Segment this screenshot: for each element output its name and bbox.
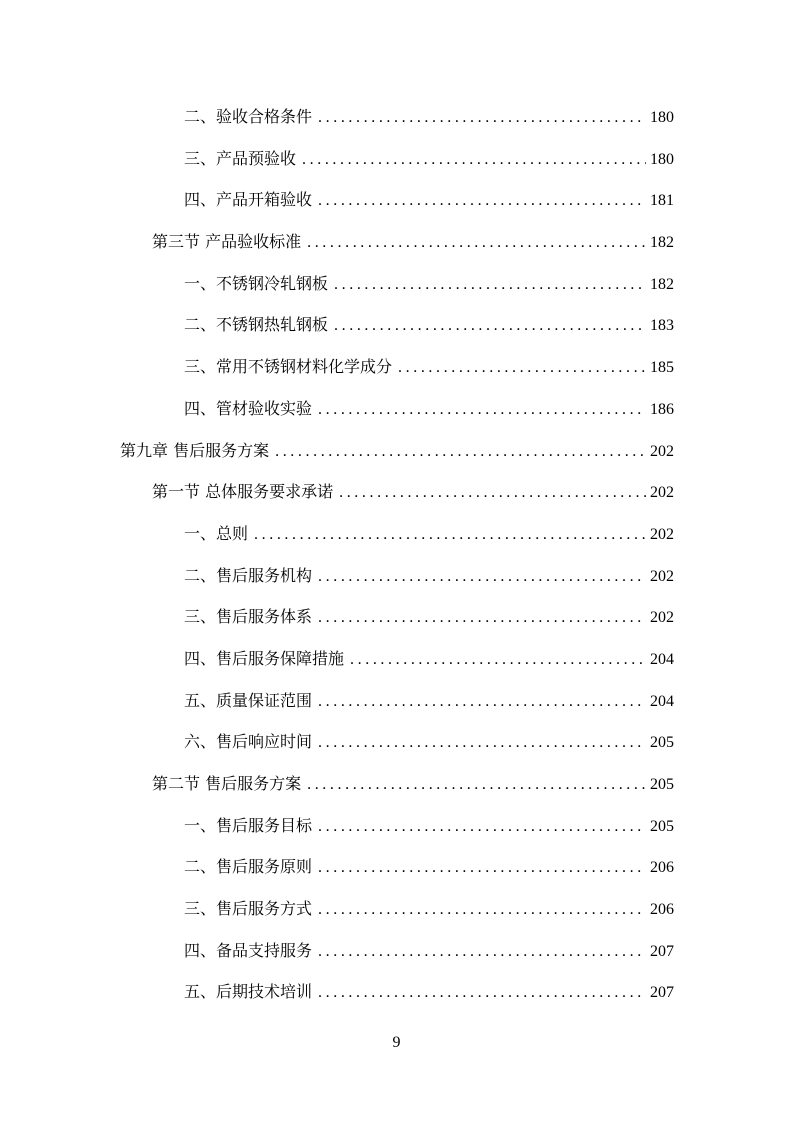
toc-entry-title: 三、产品预验收 (184, 148, 297, 168)
toc-entry[interactable] (0, 179, 793, 221)
toc-entry-page: 186 (650, 400, 674, 418)
toc-entry[interactable] (0, 888, 793, 930)
toc-entry-title: 五、后期技术培训 (184, 982, 313, 1002)
toc-entry[interactable] (0, 721, 793, 763)
toc-leader-dots (318, 972, 646, 1014)
toc-entry[interactable] (0, 388, 793, 430)
toc-entry-title: 二、不锈钢热轧钢板 (184, 315, 329, 335)
toc-entry-title: 第一节 总体服务要求承诺 (152, 482, 334, 502)
toc-leader-dots (275, 431, 646, 473)
toc-entry-page: 205 (650, 734, 674, 752)
toc-entry-title: 三、售后服务体系 (184, 607, 313, 627)
toc-entry-page: 180 (650, 109, 674, 126)
toc-entry[interactable] (0, 805, 793, 847)
toc-leader-dots (334, 305, 646, 347)
toc-leader-dots (318, 597, 646, 639)
toc-entry-title: 四、备品支持服务 (184, 940, 313, 960)
toc-leader-dots (350, 639, 646, 681)
toc-entry-page: 182 (650, 234, 674, 252)
toc-entry[interactable] (0, 846, 793, 888)
toc-leader-dots (254, 514, 646, 556)
toc-entry-page: 205 (650, 817, 674, 835)
toc-entry-title: 三、常用不锈钢材料化学成分 (184, 357, 393, 377)
toc-entry-title: 四、产品开箱验收 (184, 190, 313, 210)
toc-entry[interactable] (0, 763, 793, 805)
toc-entry[interactable] (0, 471, 793, 513)
page-number: 9 (392, 1034, 401, 1051)
toc-entry-title: 三、售后服务方式 (184, 899, 313, 919)
toc-entry[interactable] (0, 96, 793, 138)
toc-leader-dots (318, 847, 646, 889)
toc-leader-dots (302, 139, 646, 181)
toc-entry-page: 204 (650, 692, 674, 710)
toc-entry-title: 六、售后响应时间 (184, 732, 313, 752)
toc-leader-dots (318, 389, 646, 431)
toc-entry-title: 一、不锈钢冷轧钢板 (184, 273, 329, 293)
toc-entry[interactable] (0, 555, 793, 597)
toc-leader-dots (318, 806, 646, 848)
toc-entry-page: 202 (650, 484, 674, 502)
toc-leader-dots (318, 180, 646, 222)
toc-entry-title: 一、总则 (184, 523, 249, 543)
toc-leader-dots (307, 764, 646, 806)
toc-entry[interactable] (0, 346, 793, 388)
toc-entry-page: 205 (650, 776, 674, 793)
toc-entry[interactable] (0, 138, 793, 180)
toc-entry[interactable] (0, 304, 793, 346)
toc-entry-page: 182 (650, 275, 674, 293)
toc-entry-page: 202 (650, 525, 674, 543)
toc-entry-page: 207 (650, 942, 674, 960)
toc-entry[interactable] (0, 596, 793, 638)
toc-leader-dots (339, 472, 646, 514)
toc-entry-page: 181 (650, 192, 674, 210)
toc-entry-page: 204 (650, 650, 674, 668)
toc-entry-title: 二、售后服务原则 (184, 857, 313, 877)
toc-entry-title: 一、售后服务目标 (184, 815, 313, 835)
toc-entry-page: 202 (650, 609, 674, 627)
toc-leader-dots (318, 889, 646, 931)
toc-entry-title: 四、管材验收实验 (184, 398, 313, 418)
toc-leader-dots (318, 556, 646, 598)
toc-entry-title: 第九章 售后服务方案 (120, 440, 270, 460)
toc-entry-page: 185 (650, 359, 674, 377)
toc-entry[interactable] (0, 638, 793, 680)
toc-entry-title: 四、售后服务保障措施 (184, 648, 345, 668)
table-of-contents (0, 96, 793, 1013)
toc-entry-page: 180 (650, 150, 674, 168)
toc-entry-page: 202 (650, 567, 674, 585)
toc-entry-title: 二、售后服务机构 (184, 565, 313, 585)
toc-entry-page: 183 (650, 317, 674, 335)
toc-leader-dots (318, 681, 646, 723)
toc-entry[interactable] (0, 513, 793, 555)
toc-entry[interactable] (0, 971, 793, 1013)
toc-entry-title: 第二节 售后服务方案 (152, 774, 302, 793)
toc-entry-title: 五、质量保证范围 (184, 690, 313, 710)
toc-entry[interactable] (0, 263, 793, 305)
toc-entry[interactable] (0, 221, 793, 263)
toc-entry-page: 207 (650, 984, 674, 1002)
toc-entry-title: 第三节 产品验收标准 (152, 232, 302, 252)
toc-entry-page: 206 (650, 859, 674, 877)
toc-leader-dots (318, 97, 646, 139)
toc-leader-dots (307, 222, 646, 264)
toc-entry-page: 202 (650, 442, 674, 460)
toc-leader-dots (318, 722, 646, 764)
toc-entry[interactable] (0, 430, 793, 472)
toc-entry-page: 206 (650, 901, 674, 919)
toc-entry[interactable] (0, 680, 793, 722)
toc-leader-dots (334, 264, 646, 306)
toc-entry-title: 二、验收合格条件 (184, 107, 313, 126)
toc-entry[interactable] (0, 930, 793, 972)
toc-leader-dots (398, 347, 646, 389)
toc-leader-dots (318, 931, 646, 973)
